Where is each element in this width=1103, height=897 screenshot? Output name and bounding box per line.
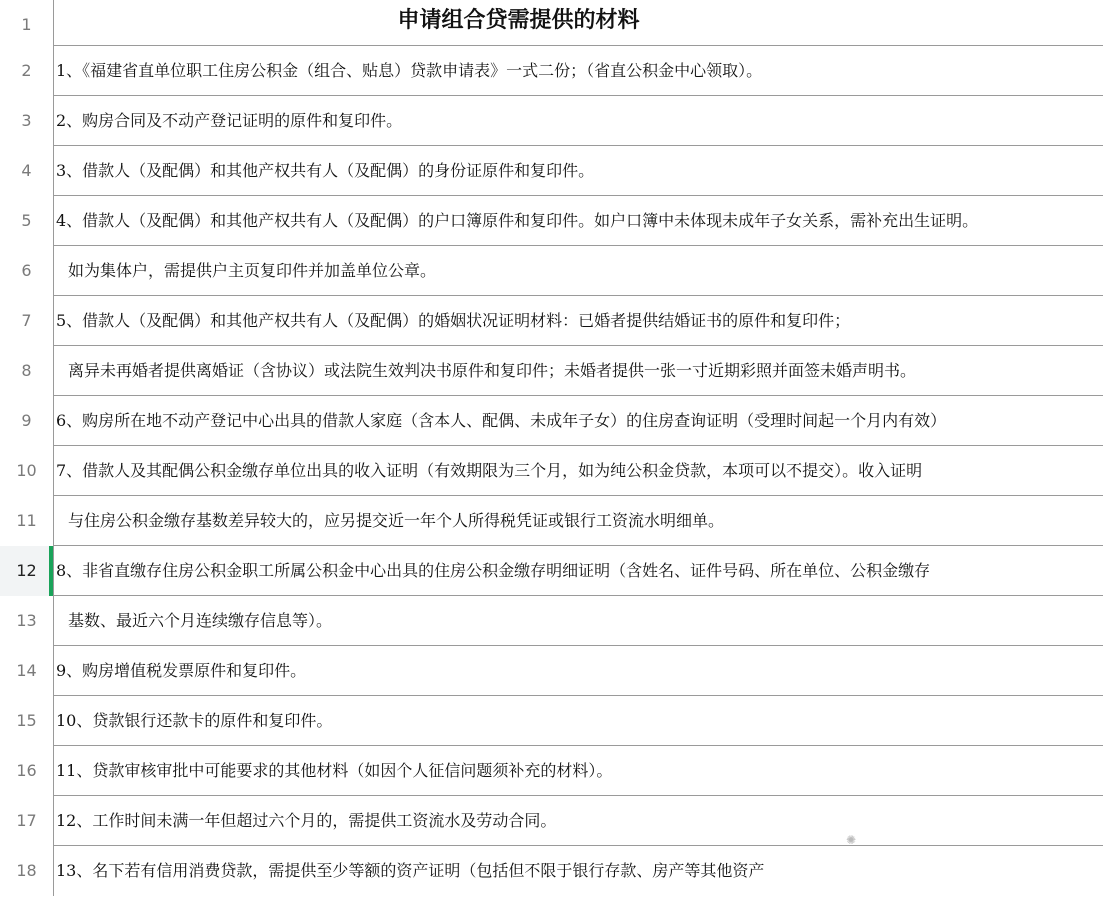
row-header[interactable]: 6: [0, 246, 53, 296]
sheet-row: [0, 496, 1103, 546]
sheet-row: [0, 796, 1103, 846]
sheet-row: [0, 696, 1103, 746]
sheet-cell[interactable]: 12、工作时间未满一年但超过六个月的，需提供工资流水及劳动合同。: [53, 796, 1103, 846]
sheet-cell[interactable]: 6、购房所在地不动产登记中心出具的借款人家庭（含本人、配偶、未成年子女）的住房查询证明（受理时间起一个月内有效）: [53, 396, 1103, 446]
sheet-row: [0, 246, 1103, 296]
sheet-cell[interactable]: 5、借款人（及配偶）和其他产权共有人（及配偶）的婚姻状况证明材料：已婚者提供结婚证书的原件和复印件；: [53, 296, 1103, 346]
row-header[interactable]: 18: [0, 846, 53, 896]
row-header[interactable]: 4: [0, 146, 53, 196]
row-header[interactable]: 9: [0, 396, 53, 446]
row-header-selected[interactable]: 12: [0, 546, 53, 596]
sheet-row: [0, 296, 1103, 346]
row-header[interactable]: 5: [0, 196, 53, 246]
row-header[interactable]: 17: [0, 796, 53, 846]
row-header[interactable]: 7: [0, 296, 53, 346]
row-header[interactable]: 1: [0, 0, 53, 50]
sheet-row: [0, 396, 1103, 446]
sheet-cell[interactable]: 离异未再婚者提供离婚证（含协议）或法院生效判决书原件和复印件；未婚者提供一张一寸近期彩照并面签未婚声明书。: [53, 346, 1103, 396]
row-header[interactable]: 14: [0, 646, 53, 696]
sheet-row: [0, 846, 1103, 896]
sheet-row: [0, 346, 1103, 396]
sheet-cell[interactable]: 13、名下若有信用消费贷款，需提供至少等额的资产证明（包括但不限于银行存款、房产等其他资产: [53, 846, 1103, 896]
sheet-cell[interactable]: 1、《福建省直单位职工住房公积金（组合、贴息）贷款申请表》一式二份；（省直公积金中心领取）。: [53, 46, 1103, 96]
sheet-cell[interactable]: 10、贷款银行还款卡的原件和复印件。: [53, 696, 1103, 746]
sheet-cell[interactable]: 2、购房合同及不动产登记证明的原件和复印件。: [53, 96, 1103, 146]
row-header[interactable]: 15: [0, 696, 53, 746]
sheet-cell[interactable]: 与住房公积金缴存基数差异较大的，应另提交近一年个人所得税凭证或银行工资流水明细单。: [53, 496, 1103, 546]
sheet-cell[interactable]: 7、借款人及其配偶公积金缴存单位出具的收入证明（有效期限为三个月，如为纯公积金贷款，本项可以不提交）。收入证明: [53, 446, 1103, 496]
row-header[interactable]: 16: [0, 746, 53, 796]
sheet-row: [0, 96, 1103, 146]
sheet-cell[interactable]: 基数、最近六个月连续缴存信息等）。: [53, 596, 1103, 646]
row-header[interactable]: 8: [0, 346, 53, 396]
sheet-row: [0, 46, 1103, 96]
sheet-row: [0, 146, 1103, 196]
sheet-cell[interactable]: 11、贷款审核审批中可能要求的其他材料（如因个人征信问题须补充的材料）。: [53, 746, 1103, 796]
row-header[interactable]: 11: [0, 496, 53, 546]
row-header[interactable]: 3: [0, 96, 53, 146]
busy-cursor-icon: ✺: [846, 833, 857, 847]
sheet-cell[interactable]: 3、借款人（及配偶）和其他产权共有人（及配偶）的身份证原件和复印件。: [53, 146, 1103, 196]
sheet-row: [0, 646, 1103, 696]
sheet-row: [0, 596, 1103, 646]
sheet-cell[interactable]: 8、非省直缴存住房公积金职工所属公积金中心出具的住房公积金缴存明细证明（含姓名、证件号码、所在单位、公积金缴存: [53, 546, 1103, 596]
sheet-cell[interactable]: 9、购房增值税发票原件和复印件。: [53, 646, 1103, 696]
title-cell[interactable]: 申请组合贷需提供的材料: [53, 0, 1103, 46]
sheet-row: [0, 746, 1103, 796]
row-header[interactable]: 13: [0, 596, 53, 646]
sheet-row-selected: [0, 546, 1103, 596]
sheet-cell[interactable]: 如为集体户，需提供户主页复印件并加盖单位公章。: [53, 246, 1103, 296]
sheet-row: [0, 196, 1103, 246]
row-header[interactable]: 2: [0, 46, 53, 96]
sheet-row: [0, 446, 1103, 496]
row-header[interactable]: 10: [0, 446, 53, 496]
sheet-row: [0, 0, 1103, 50]
sheet-cell[interactable]: 4、借款人（及配偶）和其他产权共有人（及配偶）的户口簿原件和复印件。如户口簿中未体现未成年子女关系，需补充出生证明。: [53, 196, 1103, 246]
